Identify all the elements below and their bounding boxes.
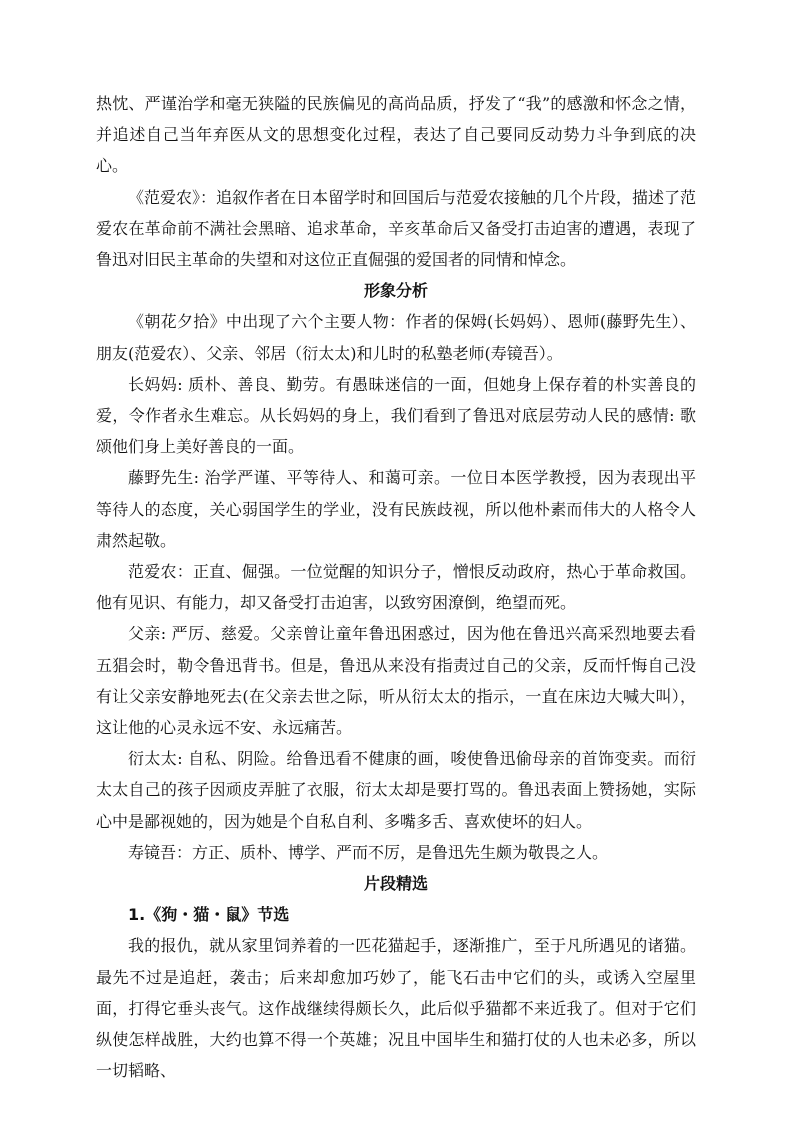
section-heading-excerpts: 片段精选 xyxy=(363,874,428,894)
paragraph-yan-taitai: 衍太太: 自私、阴险。给鲁迅看不健康的画，唆使鲁迅偷母亲的首饰变卖。而衍太太自己的孩子因顽皮弄脏了衣服，衍太太却是要打骂的。鲁迅表面上赞扬她，实际心中是鄙视她的，因为她是个自私自利、多嘴多舌、喜欢使坏的妇人。 xyxy=(96,749,696,831)
paragraph-continued: 热忱、严谨治学和毫无狭隘的民族偏见的高尚品质，抒发了“我”的感激和怀念之情，并追述自己当年弃医从文的思想变化过程，表达了自己要同反动势力斗争到底的决心。 xyxy=(96,94,696,176)
paragraph-father: 父亲: 严厉、慈爱。父亲曾让童年鲁迅困惑过，因为他在鲁迅兴高采烈地要去看五猖会时，勒令鲁迅背书。但是，鲁迅从来没有指责过自己的父亲，反而忏悔自己没有让父亲安静地死去(在父亲去世之际，听从衍太太的指示，一直在床边大喊大叫），这让他的心灵永远不安、永远痛苦。 xyxy=(96,624,696,738)
paragraph-excerpt-text: 我的报仇，就从家里饲养着的一匹花猫起手，逐渐推广，至于凡所遇见的诸猫。最先不过是追赶，袭击；后来却愈加巧妙了，能飞石击中它们的头，或诱入空屋里面，打得它垂头丧气。这作战继续得颇长久，此后似乎猫都不来近我了。但对于它们纵使怎样战胜，大约也算不得一个英雄；况且中国毕生和猫打仗的人也未必多，所以一切韬略、 xyxy=(96,936,696,1081)
subheading-excerpt-1: 1.《狗・猫・鼠》节选 xyxy=(128,905,290,925)
paragraph-chang-mama: 长妈妈: 质朴、善良、勤劳。有愚昧迷信的一面，但她身上保存着的朴实善良的爱，令作者永生难忘。从长妈妈的身上，我们看到了鲁迅对底层劳动人民的感情: 歌颂他们身上美好善良的一面。 xyxy=(96,374,696,457)
paragraph-fan-ainong: 范爱农：正直、倔强。一位觉醒的知识分子，憎恨反动政府，热心于革命救国。他有见识、有能力，却又备受打击迫害，以致穷困潦倒，绝望而死。 xyxy=(96,562,696,613)
section-heading-character-analysis: 形象分析 xyxy=(363,281,428,301)
paragraph-shou-jingwu: 寿镜吾：方正、质朴、博学、严而不厉，是鲁迅先生颇为敬畏之人。 xyxy=(128,842,609,862)
paragraph-fujino: 藤野先生: 治学严谨、平等待人、和蔼可亲。一位日本医学教授，因为表现出平等待人的态度，关心弱国学生的学业，没有民族歧视，所以他朴素而伟大的人格令人肃然起敬。 xyxy=(96,468,696,550)
document-page xyxy=(96,88,696,1087)
paragraph-main-characters: 《朝花夕拾》中出现了六个主要人物：作者的保姆(长妈妈）、恩师(藤野先生）、朋友(范爱农）、父亲、邻居（衍太太)和儿时的私塾老师(寿镜吾）。 xyxy=(96,312,696,363)
paragraph-fan-ainong-summary: 《范爱农》：追叙作者在日本留学时和回国后与范爱农接触的几个片段，描述了范爱农在革命前不满社会黑暗、追求革命，辛亥革命后又备受打击迫害的遭遇，表现了鲁迅对旧民主革命的失望和对这位正直倔强的爱国者的同情和悼念。 xyxy=(96,187,697,270)
